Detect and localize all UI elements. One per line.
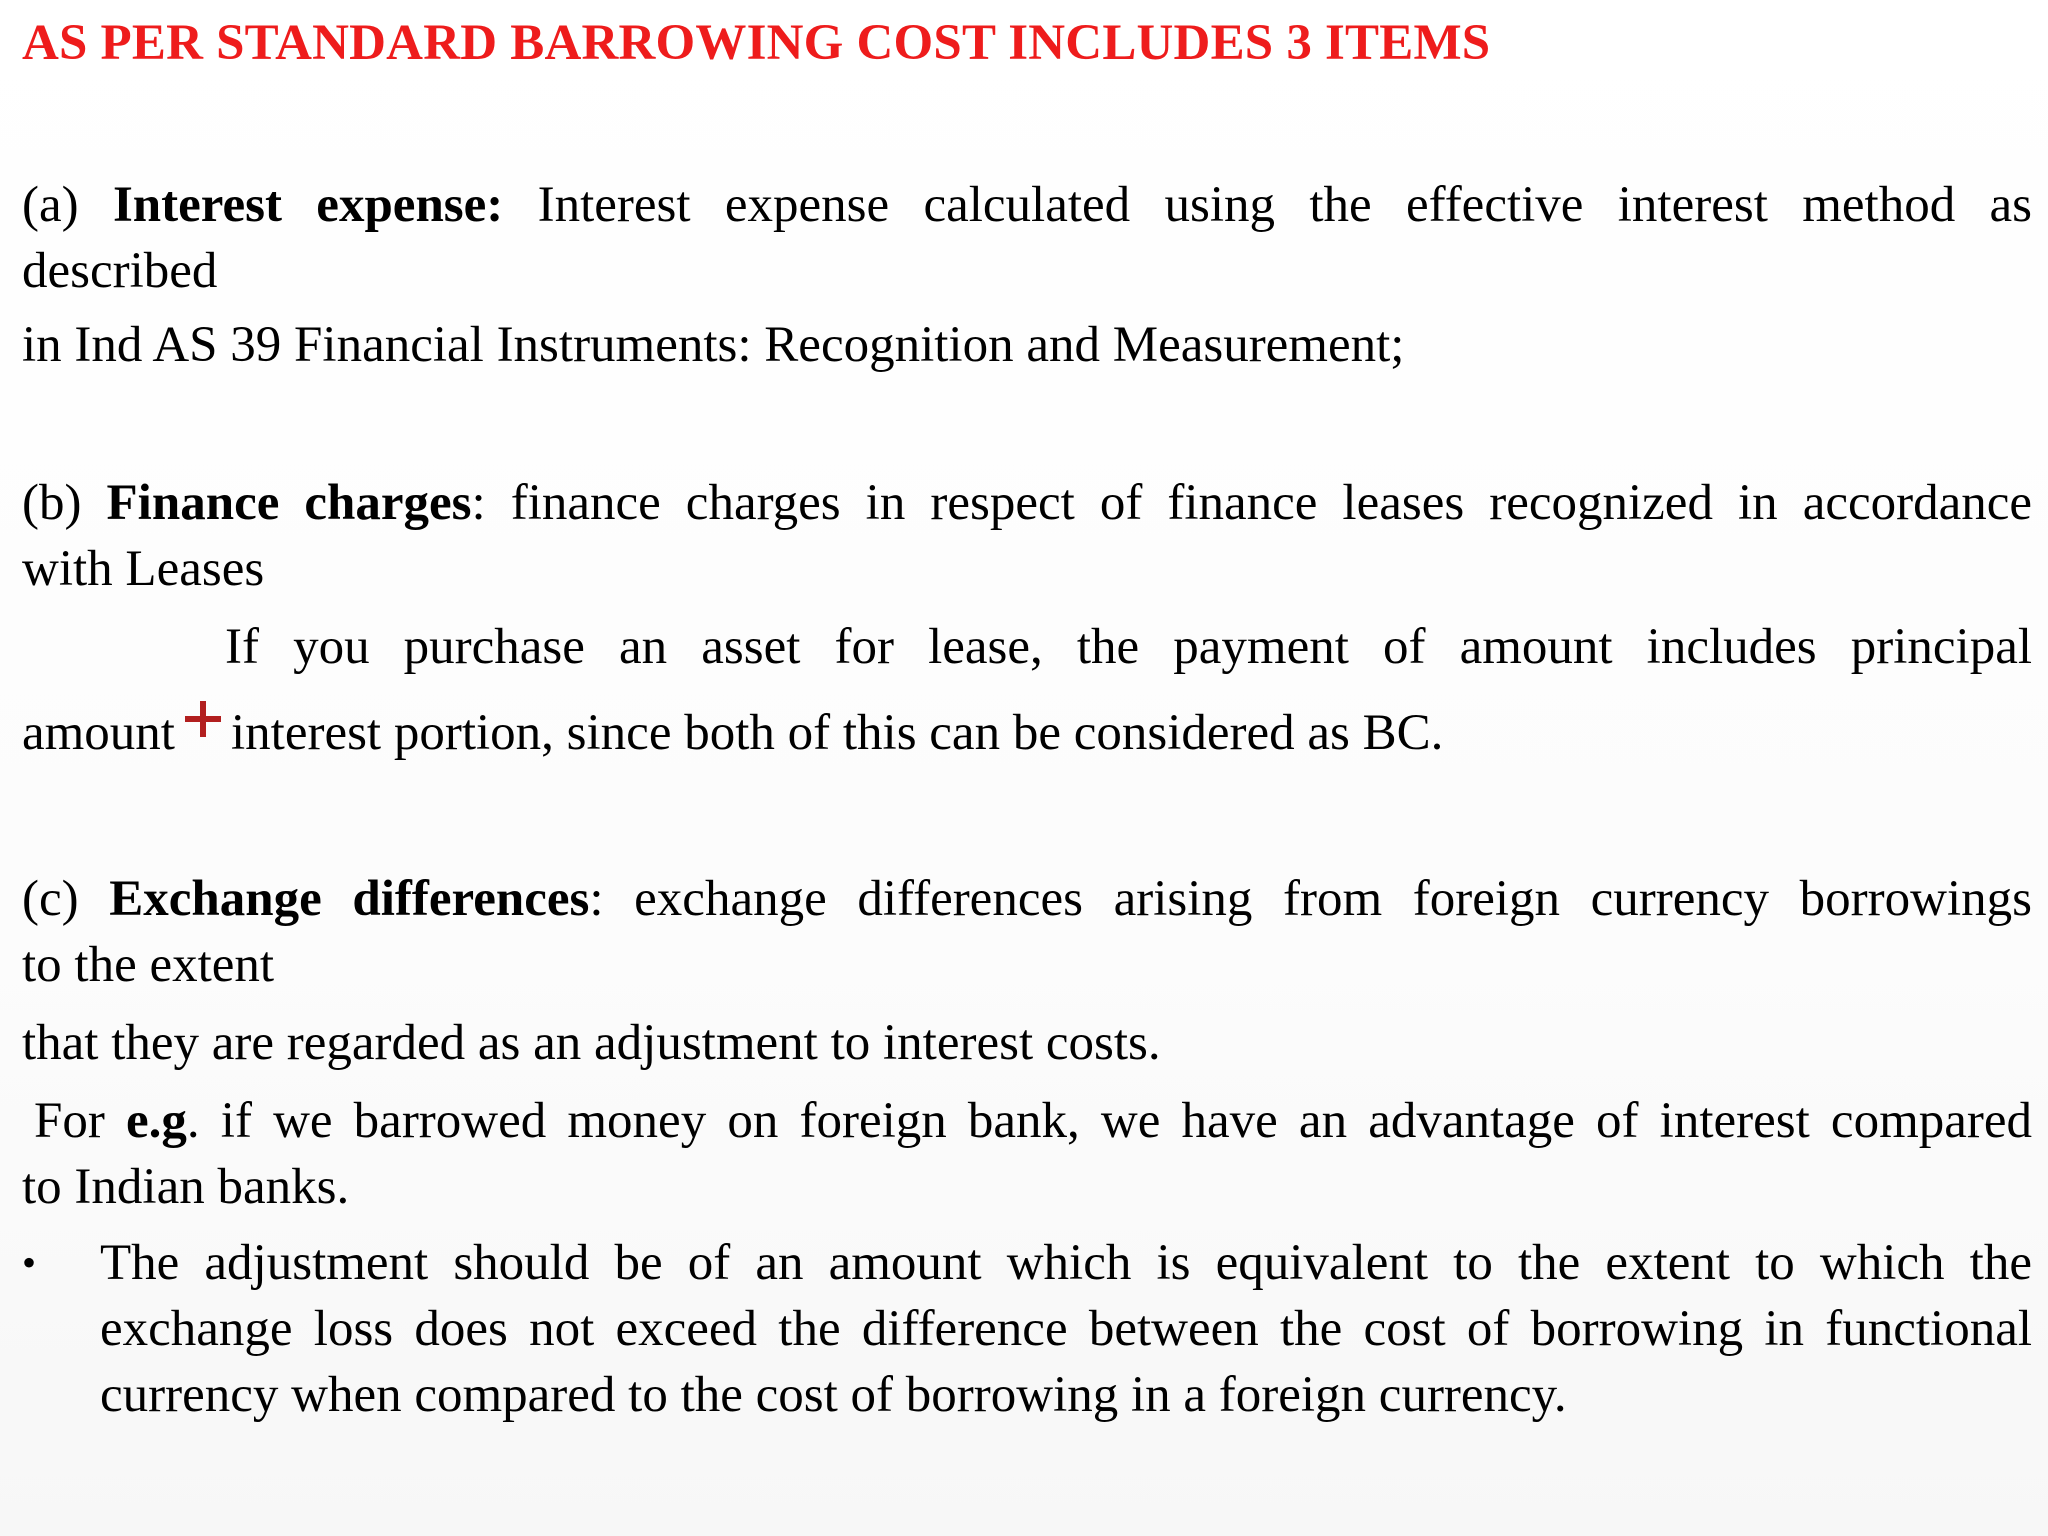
item-a-term: Interest expense:	[112, 177, 504, 233]
bullet-item	[22, 1230, 2032, 1428]
item-c-text: : exchange differences arising from foreign currency borrowings	[589, 871, 2032, 927]
item-a-prefix: (a)	[22, 177, 79, 233]
slide-title: AS PER STANDARD BARROWING COST INCLUDES 3 ITEMS	[22, 15, 1491, 71]
item-b-prefix: (b)	[22, 475, 82, 531]
item-c-eg-start: For	[34, 1093, 105, 1149]
item-c-eg-rest: . if we barrowed money on foreign bank, we have an advantage of interest compared	[186, 1093, 2032, 1149]
item-c-example-line2: to Indian banks.	[22, 1159, 350, 1215]
bullet-symbol: •	[22, 1240, 37, 1285]
item-c-prefix: (c)	[22, 871, 79, 927]
item-a-text: Interest expense calculated using the effective interest method as	[537, 177, 2033, 233]
bullet-text: The adjustment should be of an amount which is equivalent to the extent to which the exchange loss does not exceed the difference between the cost of borrowing in functional currency when compared to the cost of borrowing in a foreign currency.	[100, 1235, 2032, 1423]
item-b-text: : finance charges in respect of finance leases recognized in accordance	[471, 475, 2032, 531]
item-b-line2: with Leases	[22, 541, 265, 597]
item-c-line2: to the extent	[22, 937, 275, 993]
item-b-note-end: interest portion, since both of this can be considered as BC.	[230, 705, 1444, 761]
item-b-term: Finance charges	[106, 475, 472, 531]
item-c-line3: that they are regarded as an adjustment to interest costs.	[22, 1015, 1161, 1071]
item-b-note-start: amount	[22, 705, 175, 761]
item-a-line1	[22, 172, 2032, 238]
item-c-example-line1	[34, 1088, 2032, 1154]
plus-icon	[185, 701, 221, 737]
item-c-line1	[22, 866, 2032, 932]
item-c-eg-bold: e.g	[126, 1093, 187, 1149]
item-c-term: Exchange differences	[109, 871, 590, 927]
item-a-line3: in Ind AS 39 Financial Instruments: Recognition and Measurement;	[22, 317, 1405, 373]
item-b-note-line2	[22, 700, 2032, 766]
item-b-note-line1: If you purchase an asset for lease, the payment of amount includes principal	[225, 619, 2032, 675]
item-b-line1	[22, 470, 2032, 536]
item-a-line2: described	[22, 243, 218, 299]
